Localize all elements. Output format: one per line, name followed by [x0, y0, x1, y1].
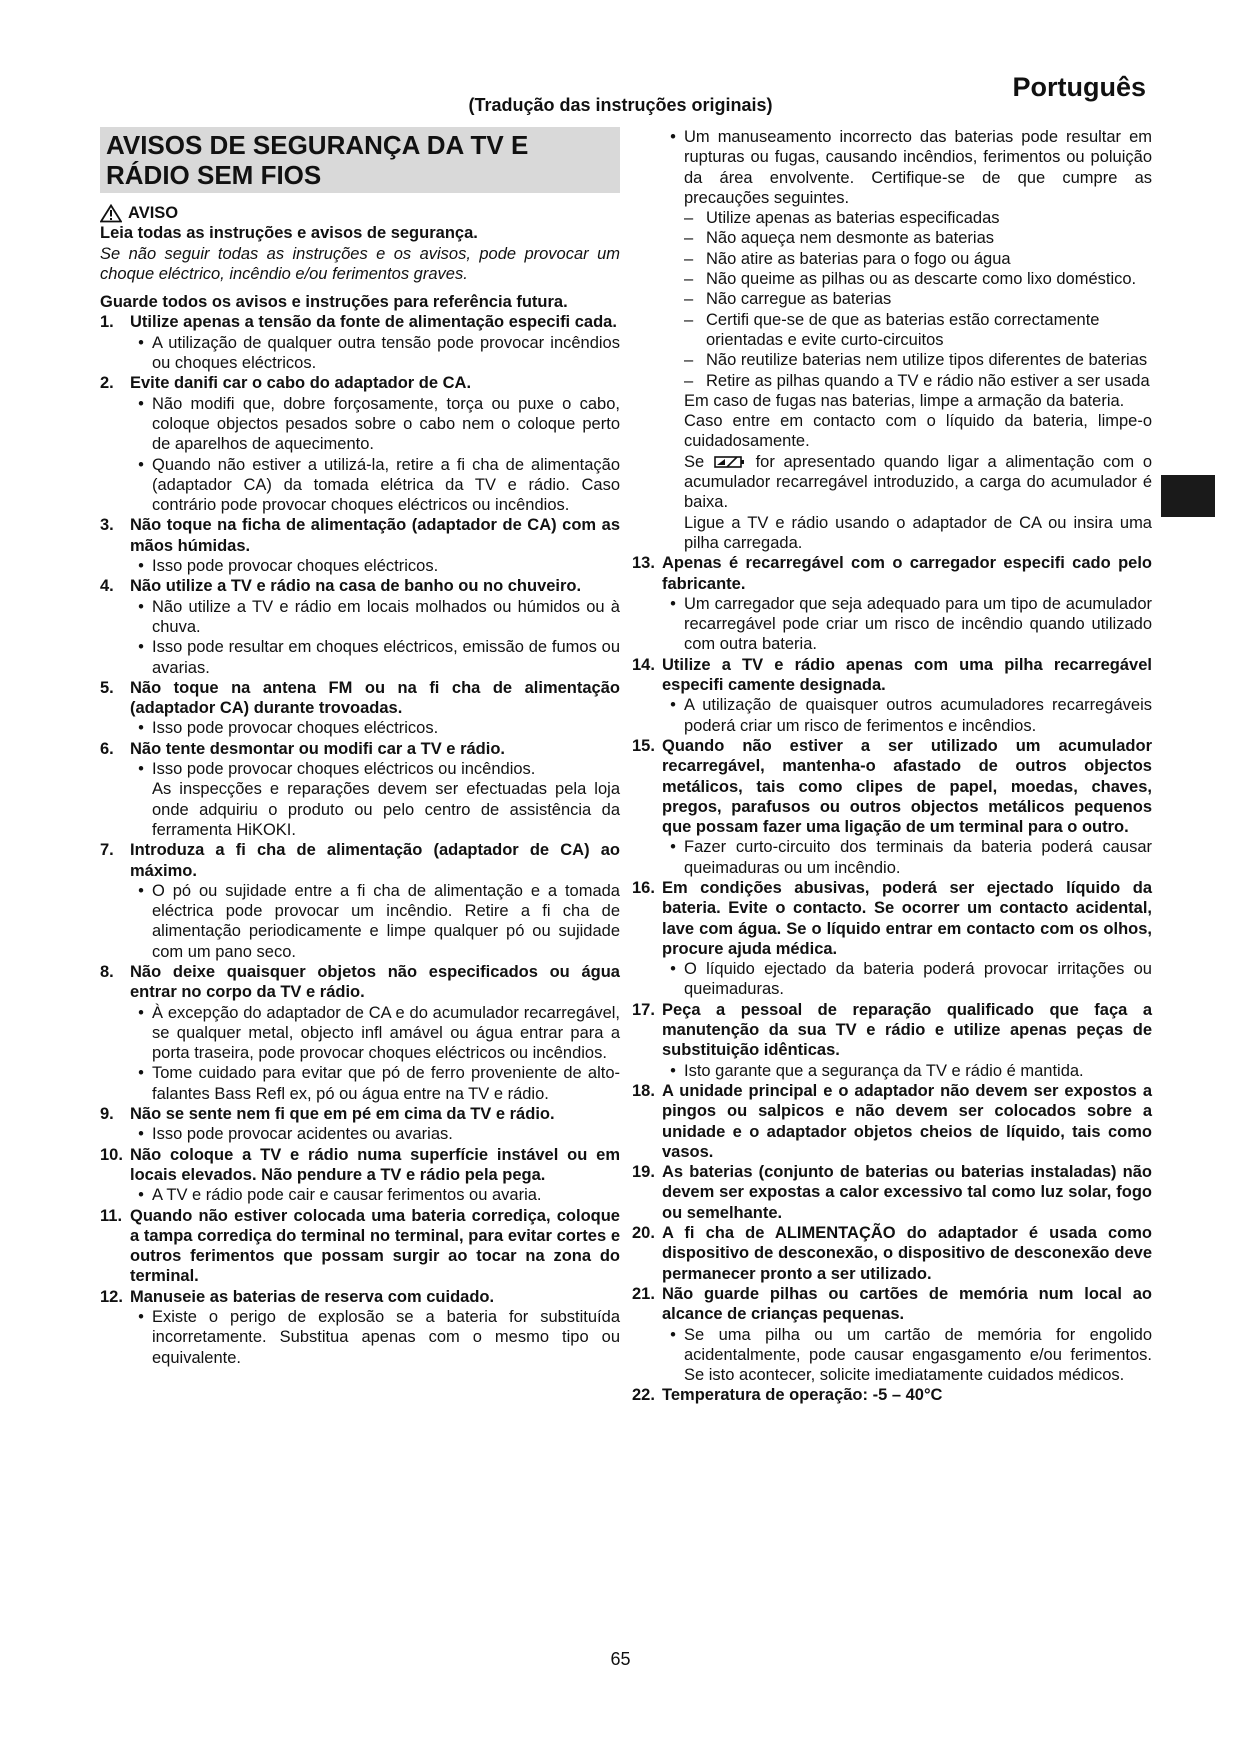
- bullet-text: Isso pode resultar em choques eléctricos, emissão de fumos ou avarias.: [152, 638, 620, 677]
- item-heading: Quando não estiver a ser utilizado um acumulador recarregável, mantenha-o afastado de outros objectos metálicos, tais como clipes de papel, moedas, chaves, pregos, parafusos ou outros objectos metálicos pequenos que possam fazer uma ligação de um terminal para o outro.: [662, 736, 1152, 837]
- bullet-dot: •: [670, 1061, 676, 1080]
- battery-precaution: [632, 228, 1152, 248]
- bullet-dot: •: [138, 881, 144, 900]
- warning-label: AVISO: [128, 204, 179, 222]
- safety-item: [632, 1162, 1152, 1223]
- precaution-text: Não atire as baterias para o fogo ou água: [706, 249, 1011, 268]
- safety-item: [100, 1104, 620, 1124]
- item-number: 1.: [100, 313, 114, 332]
- safety-item: [632, 655, 1152, 696]
- item-number: 20.: [632, 1224, 655, 1243]
- battery-precaution: [632, 310, 1152, 351]
- precaution-text: Não queime as pilhas ou as descarte como lixo doméstico.: [706, 270, 1137, 289]
- item-heading: Em condições abusivas, poderá ser ejectado líquido da bateria. Evite o contacto. Se ocorrer um contacto acidental, lave com água. Se o líquido entrar em contacto com os olhos, procure ajuda médica.: [662, 878, 1152, 958]
- bullet-text: Quando não estiver a utilizá-la, retire a fi cha de alimentação (adaptador CA) da tomada elétrica da TV e rádio. Caso contrário pode provocar choques eléctricos ou incêndios.: [152, 455, 620, 515]
- warning-heading: [100, 203, 620, 223]
- safety-item: [632, 878, 1152, 959]
- item-bullet: [100, 759, 620, 779]
- precaution-text: Não reutilize baterias nem utilize tipos diferentes de baterias: [706, 351, 1148, 370]
- safety-item: [100, 1287, 620, 1307]
- bullet-text: À excepção do adaptador de CA e do acumulador recarregável, se qualquer metal, objecto infl amável ou água entrar para a porta traseira, pode provocar choques eléctricos ou incêndios.: [152, 1003, 620, 1063]
- item-heading: As baterias (conjunto de baterias ou baterias instaladas) não devem ser expostas a calor excessivo tal como luz solar, fogo ou semelhante.: [662, 1163, 1152, 1222]
- precaution-text: Utilize apenas as baterias especificadas: [706, 209, 1000, 228]
- right-safety-list: [632, 553, 1152, 1405]
- battery-leak-text: Em caso de fugas nas baterias, limpe a armação da bateria.: [684, 391, 1125, 410]
- item-heading: Não toque na antena FM ou na fi cha de alimentação (adaptador CA) durante trovoadas.: [130, 678, 620, 718]
- battery-contact-text: Caso entre em contacto com o líquido da bateria, limpe-o cuidadosamente.: [684, 412, 1152, 451]
- dash-mark: –: [684, 310, 694, 329]
- bullet-dot: •: [138, 455, 144, 474]
- bullet-dot: •: [138, 1064, 144, 1083]
- safety-item: [100, 739, 620, 759]
- bullet-dot: •: [670, 1325, 676, 1344]
- language-tab-marker: [1161, 475, 1215, 517]
- title-line-1: AVISOS DE SEGURANÇA DA TV E: [106, 130, 529, 160]
- item-heading: Utilize a TV e rádio apenas com uma pilha recarregável especifi camente designada.: [662, 655, 1152, 695]
- safety-item: [632, 1223, 1152, 1284]
- dash-mark: –: [684, 290, 694, 309]
- safety-item: [632, 1284, 1152, 1325]
- item-number: 6.: [100, 739, 114, 758]
- safety-item: [100, 373, 620, 393]
- item-number: 7.: [100, 841, 114, 860]
- dash-mark: –: [684, 249, 694, 268]
- battery-precautions-list: [632, 208, 1152, 391]
- safety-item: [100, 678, 620, 719]
- item-heading: Não se sente nem fi que em pé em cima da TV e rádio.: [130, 1105, 555, 1124]
- item-number: 21.: [632, 1284, 655, 1303]
- left-safety-list: [100, 312, 620, 1367]
- low-battery-prefix: Se: [684, 452, 705, 471]
- safety-item: [632, 1385, 1152, 1405]
- bullet-dot: •: [138, 719, 144, 738]
- item-bullet: [632, 695, 1152, 736]
- keep-instructions: Guarde todos os avisos e instruções para referência futura.: [100, 293, 568, 312]
- item-bullet: [100, 1003, 620, 1064]
- low-battery-icon: [713, 454, 747, 470]
- item-heading: Não utilize a TV e rádio na casa de banho ou no chuveiro.: [130, 577, 582, 596]
- item-bullet: [632, 837, 1152, 878]
- safety-item: [100, 962, 620, 1003]
- item-bullet: [100, 455, 620, 516]
- dash-mark: –: [684, 270, 694, 289]
- warning-consequence: Se não seguir todas as instruções e os avisos, pode provocar um choque eléctrico, incêndio e/ou ferimentos graves.: [100, 244, 620, 283]
- page-number: 65: [610, 1649, 631, 1669]
- item-number: 3.: [100, 516, 114, 535]
- item-number: 19.: [632, 1163, 655, 1182]
- precaution-text: Não aqueça nem desmonte as baterias: [706, 229, 995, 248]
- item-heading: Temperatura de operação: -5 – 40°C: [662, 1386, 943, 1405]
- read-all-instructions: Leia todas as instruções e avisos de segurança.: [100, 224, 478, 243]
- item-bullet: [100, 333, 620, 374]
- bullet-text: Isso pode provocar acidentes ou avarias.: [152, 1125, 453, 1144]
- item-heading: A unidade principal e o adaptador não devem ser expostos a pingos ou salpicos e não devem ser colocados sobre a unidade e o adaptador objetos cheios de líquido, tais como vasos.: [662, 1081, 1152, 1161]
- bullet-dot: •: [670, 128, 676, 146]
- item-number: 17.: [632, 1000, 655, 1019]
- bullet-dot: •: [138, 597, 144, 616]
- item-heading: Peça a pessoal de reparação qualificado que faça a manutenção da sua TV e rádio e utilize apenas peças de substituição idênticas.: [662, 1000, 1152, 1060]
- title-line-2: RÁDIO SEM FIOS: [106, 160, 322, 190]
- dash-mark: –: [684, 229, 694, 248]
- precaution-text: Não carregue as baterias: [706, 290, 892, 309]
- item-number: 4.: [100, 577, 114, 596]
- item-number: 10.: [100, 1145, 123, 1164]
- item-bullet: [100, 394, 620, 455]
- section-title-box: [100, 127, 620, 193]
- item-heading: Utilize apenas a tensão da fonte de alimentação especifi cada.: [130, 313, 617, 332]
- item-heading: Quando não estiver colocada uma bateria corrediça, coloque a tampa corrediça do terminal no terminal, para evitar cortes e outros ferimentos que possam surgir ao tocar na zona do terminal.: [130, 1206, 620, 1286]
- safety-item: [632, 1000, 1152, 1061]
- safety-item: [100, 312, 620, 332]
- item-heading: Introduza a fi cha de alimentação (adaptador de CA) ao máximo.: [130, 841, 620, 880]
- bullet-text: Fazer curto-circuito dos terminais da bateria poderá causar queimaduras ou um incêndio.: [684, 838, 1152, 877]
- bullet-dot: •: [138, 1308, 144, 1327]
- item-bullet: [632, 594, 1152, 655]
- item-bullet: [632, 1325, 1152, 1386]
- item-heading: Manuseie as baterias de reserva com cuidado.: [130, 1287, 495, 1306]
- item-bullet: [632, 1061, 1152, 1081]
- bullet-text: Isso pode provocar choques eléctricos.: [152, 719, 439, 738]
- item-number: 13.: [632, 554, 655, 573]
- item-heading: Não coloque a TV e rádio numa superfície instável ou em locais elevados. Não pendure a TV e rádio pela pega.: [130, 1145, 620, 1184]
- safety-item: [632, 1081, 1152, 1162]
- item-bullet: [100, 556, 620, 576]
- item-number: 12.: [100, 1287, 123, 1306]
- bullet-dot: •: [138, 557, 144, 576]
- bullet-dot: •: [138, 638, 144, 657]
- item-heading: Não deixe quaisquer objetos não especificados ou água entrar no corpo da TV e rádio.: [130, 962, 620, 1002]
- item-number: 22.: [632, 1386, 655, 1405]
- item-bullet: [100, 1063, 620, 1104]
- item-heading: A fi cha de ALIMENTAÇÃO do adaptador é usada como dispositivo de desconexão, o dispositivo de desconexão deve permanecer pronto a ser utilizado.: [662, 1224, 1152, 1283]
- bullet-text: Não utilize a TV e rádio em locais molhados ou húmidos ou à chuva.: [152, 597, 620, 636]
- bullet-text: Isso pode provocar choques eléctricos ou incêndios.: [152, 760, 536, 779]
- translation-subtitle: (Tradução das instruções originais): [468, 95, 773, 115]
- bullet-text: O pó ou sujidade entre a fi cha de alimentação e a tomada eléctrica pode provocar um incêndio. Retire a fi cha de alimentação periodicamente e limpe qualquer pó ou sujidade com um pano seco.: [152, 881, 620, 961]
- dash-mark: –: [684, 371, 694, 390]
- low-battery-suffix: for apresentado quando ligar a alimentação com o acumulador recarregável introduzido, a carga do acumulador é baixa.: [684, 452, 1153, 512]
- item-heading: Não guarde pilhas ou cartões de memória num local ao alcance de crianças pequenas.: [662, 1284, 1152, 1324]
- item-number: 14.: [632, 655, 655, 674]
- battery-precaution: [632, 371, 1152, 391]
- item-note: As inspecções e reparações devem ser efectuadas pela loja onde adquiriu o produto ou pelo centro de assistência da ferramenta HiKOKI.: [152, 780, 620, 839]
- bullet-text: Isto garante que a segurança da TV e rádio é mantida.: [684, 1061, 1084, 1080]
- bullet-dot: •: [138, 1003, 144, 1022]
- item-bullet: [100, 637, 620, 678]
- safety-item: [632, 736, 1152, 837]
- bullet-dot: •: [138, 394, 144, 413]
- language-label: Português: [1012, 72, 1146, 102]
- bullet-text: O líquido ejectado da bateria poderá provocar irritações ou queimaduras.: [684, 960, 1152, 999]
- battery-warning-bullet: [632, 127, 1152, 208]
- warning-triangle-icon: [100, 204, 122, 223]
- precaution-text: Retire as pilhas quando a TV e rádio não estiver a ser usada: [706, 371, 1150, 390]
- bullet-dot: •: [670, 594, 676, 613]
- item-number: 2.: [100, 374, 114, 393]
- item-number: 18.: [632, 1081, 655, 1100]
- bullet-text: Tome cuidado para evitar que pó de ferro proveniente de alto-falantes Bass Refl ex, pó ou água entre na TV e rádio.: [152, 1064, 620, 1103]
- bullet-dot: •: [138, 1125, 144, 1144]
- item-heading: Não toque na ficha de alimentação (adaptador de CA) com as mãos húmidas.: [130, 516, 620, 555]
- item-bullet: [632, 959, 1152, 1000]
- item-number: 16.: [632, 878, 655, 897]
- bullet-text: Isso pode provocar choques eléctricos.: [152, 557, 439, 576]
- safety-item: [100, 1206, 620, 1287]
- bullet-dot: •: [138, 333, 144, 352]
- bullet-text: Existe o perigo de explosão se a bateria for substituída incorretamente. Substitua apenas com o mesmo tipo ou equivalente.: [152, 1308, 620, 1367]
- section-title: [106, 130, 614, 190]
- bullet-text: A TV e rádio pode cair e causar ferimentos ou avaria.: [152, 1186, 542, 1205]
- item-bullet: [100, 881, 620, 962]
- item-bullet: [100, 597, 620, 638]
- item-bullet: [100, 718, 620, 738]
- battery-precaution: [632, 350, 1152, 370]
- low-battery-text: [632, 452, 1152, 513]
- safety-item: [100, 840, 620, 881]
- bullet-text: Não modifi que, dobre forçosamente, torça ou puxe o cabo, coloque objectos pesados sobre o cabo nem o coloque perto de aparelhos de aquecimento.: [152, 394, 620, 454]
- right-column: [632, 127, 1152, 1406]
- item-number: 8.: [100, 962, 114, 981]
- item-number: 9.: [100, 1105, 114, 1124]
- dash-mark: –: [684, 351, 694, 370]
- item-heading: Não tente desmontar ou modifi car a TV e rádio.: [130, 739, 505, 758]
- item-number: 11.: [100, 1206, 123, 1225]
- item-bullet: [100, 1124, 620, 1144]
- bullet-text: A utilização de quaisquer outros acumuladores recarregáveis poderá criar um risco de ferimentos e incêndios.: [684, 696, 1152, 735]
- bullet-dot: •: [670, 960, 676, 979]
- safety-item: [100, 515, 620, 556]
- battery-precaution: [632, 208, 1152, 228]
- dash-mark: –: [684, 209, 694, 228]
- bullet-text: Se uma pilha ou um cartão de memória for engolido acidentalmente, pode causar engasgamento e/ou ferimentos. Se isto acontecer, solicite imediatamente cuidados médicos.: [684, 1325, 1152, 1385]
- item-heading: Apenas é recarregável com o carregador especifi cado pelo fabricante.: [662, 554, 1152, 593]
- item-bullet: [100, 1307, 620, 1368]
- safety-item: [100, 1145, 620, 1186]
- bullet-dot: •: [670, 838, 676, 857]
- left-column: [100, 127, 620, 1368]
- item-heading: Evite danifi car o cabo do adaptador de CA.: [130, 374, 472, 393]
- battery-precaution: [632, 289, 1152, 309]
- item-number: 5.: [100, 678, 114, 697]
- item-bullet: [100, 1185, 620, 1205]
- safety-item: [632, 553, 1152, 594]
- connect-adapter-text: Ligue a TV e rádio usando o adaptador de CA ou insira uma pilha carregada.: [684, 513, 1152, 552]
- bullet-dot: •: [670, 696, 676, 715]
- battery-warning-text: Um manuseamento incorrecto das baterias pode resultar em rupturas ou fugas, causando incêndios, ferimentos ou poluição da área envolvente. Certifique-se de que cumpre as precauções seguintes.: [684, 128, 1152, 207]
- bullet-text: A utilização de qualquer outra tensão pode provocar incêndios ou choques eléctricos.: [152, 333, 620, 373]
- bullet-text: Um carregador que seja adequado para um tipo de acumulador recarregável pode criar um risco de incêndio quando utilizado com outra bateria.: [684, 594, 1152, 654]
- battery-precaution: [632, 269, 1152, 289]
- precaution-text: Certifi que-se de que as baterias estão correctamente orientadas e evite curto-circuitos: [706, 310, 1100, 349]
- safety-item: [100, 576, 620, 596]
- bullet-dot: •: [138, 760, 144, 779]
- battery-precaution: [632, 249, 1152, 269]
- bullet-dot: •: [138, 1186, 144, 1205]
- item-number: 15.: [632, 736, 655, 755]
